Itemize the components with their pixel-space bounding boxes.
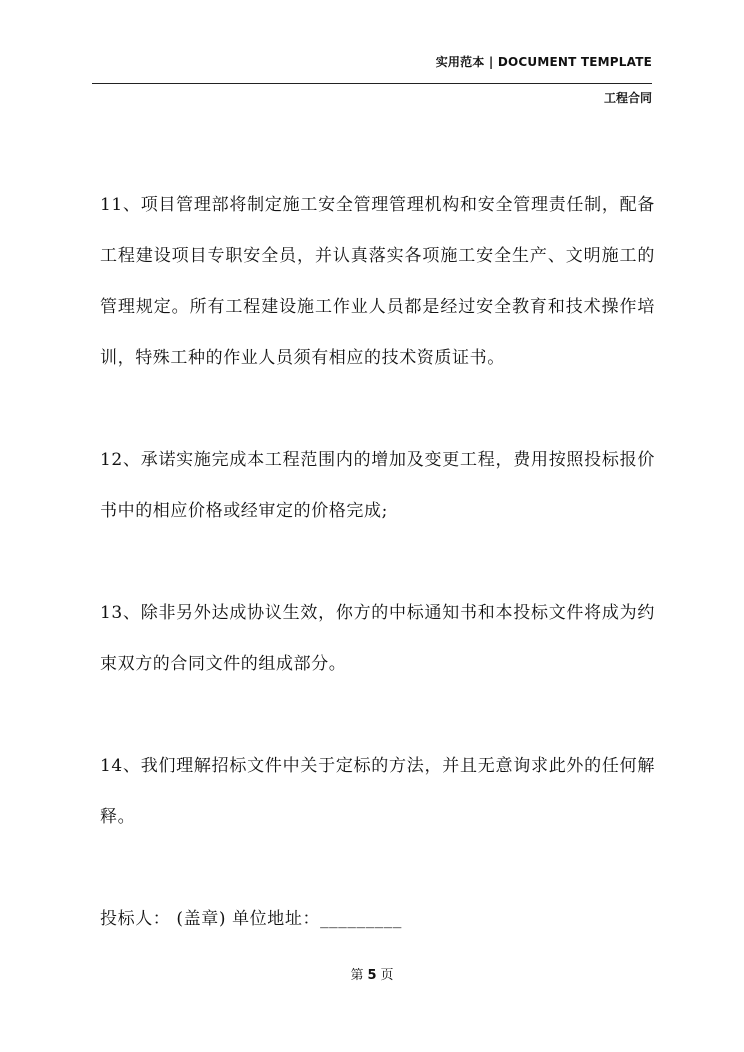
clause-14: 14、我们理解招标文件中关于定标的方法，并且无意询求此外的任何解释。 (100, 756, 655, 827)
clause-11: 11、项目管理部将制定施工安全管理管理机构和安全管理责任制，配备工程建设项目专职安全员，并认真落实各项施工安全生产、文明施工的管理规定。所有工程建设施工作业人员都是经过安全教育和技术操作培训，特殊工种的作业人员须有相应的技术资质证书。 (100, 195, 655, 368)
clause-12: 12、承诺实施完成本工程范围内的增加及变更工程，费用按照投标报价书中的相应价格或经审定的价格完成; (100, 450, 655, 521)
clause-13: 13、除非另外达成协议生效，你方的中标通知书和本投标文件将成为约束双方的合同文件的组成部分。 (100, 603, 655, 674)
page-number-prefix: 第 (350, 968, 364, 983)
header-title: 实用范本 | DOCUMENT TEMPLATE (435, 55, 652, 69)
header-divider (92, 83, 652, 84)
header-subtitle: 工程合同 (603, 91, 652, 105)
signature-line: 投标人： (盖章) 单位地址：_________ (100, 909, 402, 929)
document-body (100, 180, 655, 945)
page-number (0, 964, 744, 983)
page-number-suffix: 页 (380, 968, 394, 983)
page-number-value: 5 (367, 968, 377, 983)
